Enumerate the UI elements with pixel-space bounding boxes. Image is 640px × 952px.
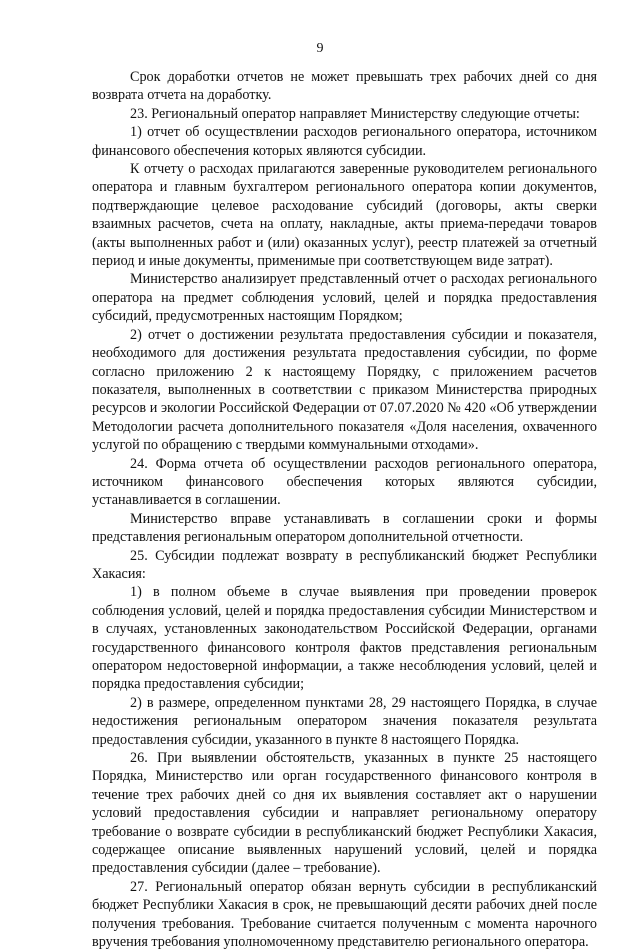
paragraph-item-25-1: 1) в полном объеме в случае выявления при проведении проверок соблюдения условий, целей и порядка предоставления субсидии Министерством и в случаях, установленных законодательством Российской Федерации, органами государственного финансового контроля фактов представления региональным оператором недостоверной информации, а также несоблюдения условий, целей и порядка предоставления субсидии; — [92, 584, 597, 693]
paragraph-ministry-analysis: Министерство анализирует представленный отчет о расходах регионального оператора на предмет соблюдения условий, целей и порядка предоставления субсидий, предусмотренных настоящим Порядком; — [92, 271, 597, 325]
paragraph-additional-reporting: Министерство вправе устанавливать в соглашении сроки и формы представления региональным оператором дополнительной отчетности. — [92, 510, 597, 546]
paragraph-item-26: 26. При выявлении обстоятельств, указанных в пункте 25 настоящего Порядка, Министерство или орган государственного финансового контроля в течение трех рабочих дней со дня их выявления составляет акт о нарушении условий предоставления субсидии и направляет региональному оператору требование о возврате субсидии в республиканский бюджет Республики Хакасия, содержащее описание выявленных нарушений условий, целей и порядка предоставления субсидии (далее – требование). — [92, 750, 597, 877]
paragraph-report-revision-deadline: Срок доработки отчетов не может превышать трех рабочих дней со дня возврата отчета на доработку. — [92, 69, 597, 104]
paragraph-item-23-1: 1) отчет об осуществлении расходов регионального оператора, источником финансового обеспечения которых являются субсидии. — [92, 124, 597, 159]
paragraph-item-25: 25. Субсидии подлежат возврату в республиканский бюджет Республики Хакасия: — [92, 547, 597, 582]
paragraph-item-23: 23. Региональный оператор направляет Министерству следующие отчеты: — [130, 105, 580, 122]
document-body — [92, 68, 597, 952]
page-number: 9 — [316, 41, 324, 56]
paragraph-item-23-2: 2) отчет о достижении результата предоставления субсидии и показателя, необходимого для достижения результата предоставления субсидии, по форме согласно приложению 2 к настоящему Порядку, с приложением расчетов показателя, выполненных в соответствии с приказом Министерства природных ресурсов и экологии Российской Федерации от 07.07.2020 № 420 «Об утверждении Методологии расчета дополнительного показателя «Доля населения, охваченного услугой по обращению с твердыми коммунальными отходами». — [92, 326, 597, 454]
paragraph-expense-report-attachments: К отчету о расходах прилагаются заверенные руководителем регионального оператора и главным бухгалтером регионального оператора копии документов, подтверждающие целевое расходование субсидий (договоры, акты сверки взаимных расчетов, счета на оплату, накладные, акты приема-передачи товаров (акты выполненных работ и (или) оказанных услуг), реестр платежей за отчетный период и иные документы, применимые при соответствующем виде затрат). — [92, 161, 597, 270]
paragraph-item-24: 24. Форма отчета об осуществлении расходов регионального оператора, источником финансового обеспечения которых являются субсидии, устанавливается в соглашении. — [92, 455, 597, 509]
paragraph-item-27: 27. Региональный оператор обязан вернуть субсидии в республиканский бюджет Республики Хакасия в срок, не превышающий десяти рабочих дней после получения требования. Требование считается полученным с момента нарочного вручения требования уполномоченному представителю регионального оператора. — [92, 878, 597, 951]
paragraph-item-25-2: 2) в размере, определенном пунктами 28, 29 настоящего Порядка, в случае недостижения региональным оператором значения показателя результата предоставления субсидии, указанного в пункте 8 настоящего Порядка. — [92, 694, 597, 748]
